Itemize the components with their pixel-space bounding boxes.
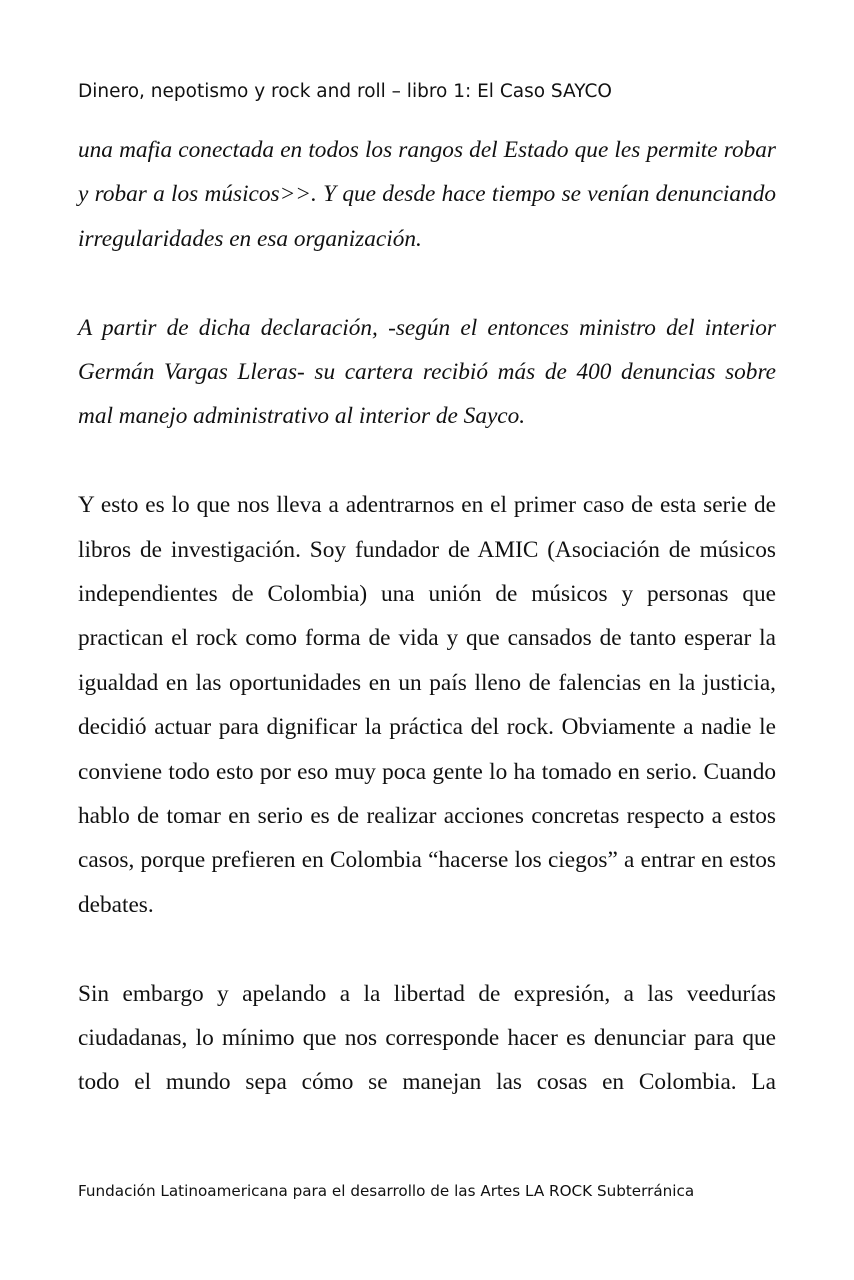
paragraph-quote-declaration: A partir de dicha declaración, -según el entonces ministro del interior Germán Vargas Lleras- su cartera recibió más de 400 denuncias sobre mal manejo administrativo al interior de Sayco.	[78, 314, 776, 430]
page-body	[78, 128, 776, 1105]
running-header: Dinero, nepotismo y rock and roll – libro 1: El Caso SAYCO	[78, 81, 612, 102]
paragraph-amic-founder: Y esto es lo que nos lleva a adentrarnos en el primer caso de esta serie de libros de investigación. Soy fundador de AMIC (Asociación de músicos independientes de Colombia) una unión de músicos y personas que practican el rock como forma de vida y que cansados de tanto esperar la igualdad en las oportunidades en un país lleno de falencias en la justicia, decidió actuar para dignificar la práctica del rock. Obviamente a nadie le conviene todo esto por eso muy poca gente lo ha tomado en serio. Cuando hablo de tomar en serio es de realizar acciones concretas respecto a estos casos, porque prefieren en Colombia “hacerse los ciegos” a entrar en estos debates.	[78, 492, 776, 918]
paragraph-quote-continuation: una mafia conectada en todos los rangos del Estado que les permite robar y robar a los músicos>>. Y que desde hace tiempo se venían denunciando irregularidades en esa organización.	[78, 137, 776, 252]
running-footer: Fundación Latinoamericana para el desarrollo de las Artes LA ROCK Subterránica	[78, 1182, 695, 1200]
paragraph-freedom-expression: Sin embargo y apelando a la libertad de expresión, a las veedurías ciudadanas, lo mínimo que nos corresponde hacer es denunciar para que todo el mundo sepa cómo se manejan las cosas en Colombia. La	[78, 980, 776, 1096]
